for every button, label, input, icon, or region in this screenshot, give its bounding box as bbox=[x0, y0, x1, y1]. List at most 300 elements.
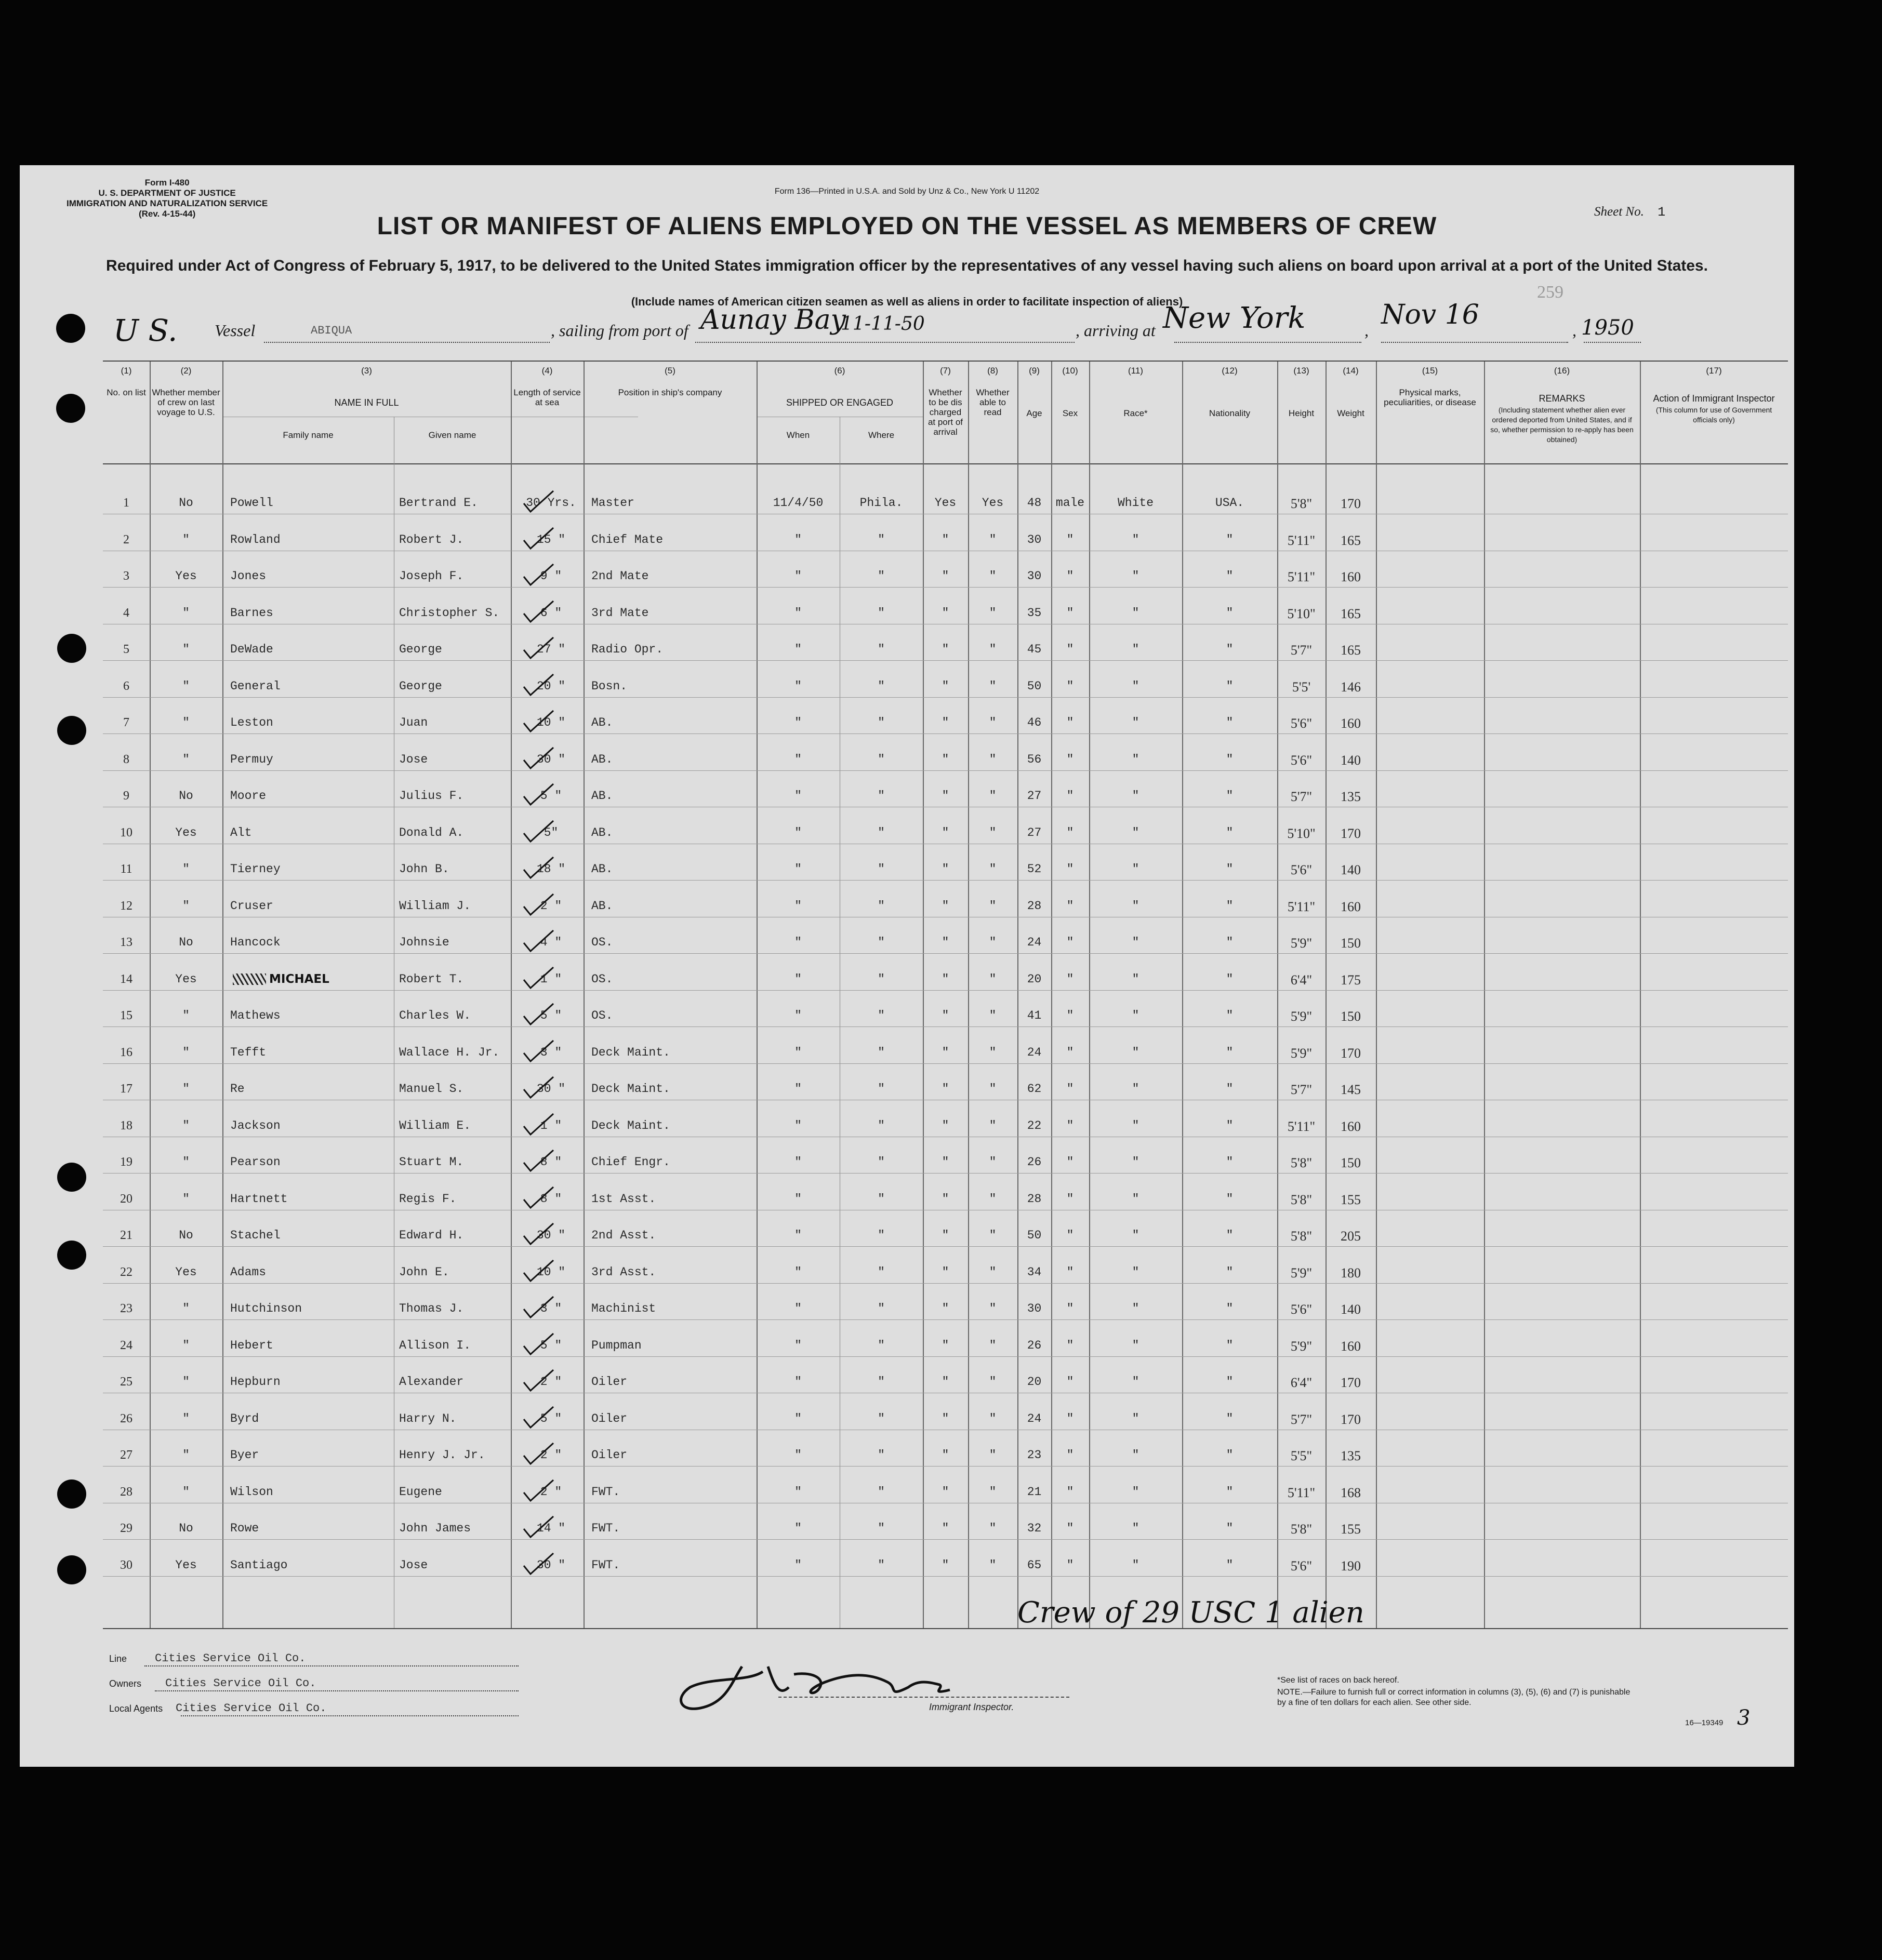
cell-age: 50 bbox=[1027, 679, 1042, 693]
cell-no: 4 bbox=[123, 606, 129, 620]
cell-nat: " bbox=[1226, 643, 1234, 656]
row-rule bbox=[103, 1283, 1788, 1284]
column-number-c2: (2) bbox=[180, 366, 192, 376]
include-note: (Include names of American citizen seamen as well as aliens in order to facilitate inspection of aliens) bbox=[631, 295, 1183, 308]
cell-sex: " bbox=[1066, 1522, 1074, 1535]
cell-where: " bbox=[878, 1229, 885, 1242]
cell-position: Machinist bbox=[591, 1302, 656, 1315]
cell-read: " bbox=[989, 1192, 997, 1206]
cell-position: 3rd Mate bbox=[591, 606, 649, 620]
column-heading-c14: Weight bbox=[1337, 408, 1364, 418]
checkmark-icon bbox=[521, 892, 558, 918]
cell-no: 25 bbox=[120, 1375, 132, 1389]
cell-age: 56 bbox=[1027, 752, 1042, 766]
cell-when: " bbox=[794, 1192, 802, 1206]
cell-age: 28 bbox=[1027, 1192, 1042, 1206]
cell-read: " bbox=[989, 825, 997, 839]
cell-disch: " bbox=[942, 1411, 949, 1425]
cell-weight: 170 bbox=[1341, 496, 1361, 511]
cell-nat: " bbox=[1226, 752, 1234, 766]
cell-race: " bbox=[1132, 1045, 1139, 1059]
cell-no: 18 bbox=[120, 1118, 132, 1132]
cell-weight: 170 bbox=[1341, 1045, 1361, 1061]
checkmark-icon bbox=[521, 1514, 558, 1540]
cell-family: Powell bbox=[230, 496, 273, 510]
cell-no: 16 bbox=[120, 1045, 132, 1059]
cell-no: 12 bbox=[120, 899, 132, 913]
cell-no: 15 bbox=[120, 1009, 132, 1022]
cell-race: " bbox=[1132, 1082, 1139, 1096]
vessel-prefix: U S. bbox=[113, 313, 178, 348]
cell-height: 5'10" bbox=[1287, 606, 1316, 621]
cell-nat: " bbox=[1226, 1082, 1234, 1096]
cell-given: Charles W. bbox=[399, 1009, 471, 1022]
cell-prev: No bbox=[179, 789, 193, 803]
column-heading-c13: Height bbox=[1288, 408, 1315, 418]
cell-nat: " bbox=[1226, 1338, 1234, 1352]
cell-prev: Yes bbox=[175, 972, 197, 986]
cell-nat: " bbox=[1226, 1448, 1234, 1462]
cell-disch: " bbox=[942, 972, 949, 986]
cell-where: " bbox=[878, 643, 885, 656]
cell-service: 3 " bbox=[540, 1302, 562, 1315]
cell-race: " bbox=[1132, 1338, 1139, 1352]
cell-position: Oiler bbox=[591, 1448, 628, 1462]
manifest-sheet bbox=[20, 165, 1794, 1767]
cell-weight: 180 bbox=[1341, 1265, 1361, 1281]
column-rule bbox=[1277, 362, 1278, 1628]
cell-height: 5'11" bbox=[1287, 1118, 1316, 1134]
cell-age: 20 bbox=[1027, 1375, 1042, 1389]
cell-weight: 140 bbox=[1341, 752, 1361, 768]
cell-position: Master bbox=[591, 496, 634, 510]
line-label: Line bbox=[109, 1654, 127, 1664]
cell-position: Deck Maint. bbox=[591, 1045, 670, 1059]
checkmark-icon bbox=[521, 489, 558, 515]
cell-family: Jackson bbox=[230, 1118, 281, 1132]
cell-when: " bbox=[794, 1485, 802, 1499]
cell-age: 27 bbox=[1027, 789, 1042, 803]
cell-weight: 160 bbox=[1341, 1118, 1361, 1134]
crew-note: Crew of 29 USC 1 alien bbox=[1017, 1596, 1364, 1630]
punch-hole bbox=[57, 1241, 86, 1270]
cell-given: Regis F. bbox=[399, 1192, 457, 1206]
revision: (Rev. 4-15-44) bbox=[138, 209, 196, 219]
cell-given: Edward H. bbox=[399, 1229, 464, 1242]
owners-label: Owners bbox=[109, 1678, 142, 1689]
cell-weight: 175 bbox=[1341, 972, 1361, 988]
cell-family: Rowland bbox=[230, 532, 281, 546]
cell-when: " bbox=[794, 1302, 802, 1315]
cell-prev: " bbox=[182, 679, 190, 693]
cell-weight: 160 bbox=[1341, 716, 1361, 731]
cell-weight: 160 bbox=[1341, 1338, 1361, 1354]
cell-where: " bbox=[878, 1192, 885, 1206]
cell-nat: " bbox=[1226, 1485, 1234, 1499]
cell-prev: " bbox=[182, 1045, 190, 1059]
cell-prev: No bbox=[179, 1229, 193, 1242]
cell-no: 22 bbox=[120, 1265, 132, 1279]
cell-read: " bbox=[989, 1045, 997, 1059]
cell-weight: 190 bbox=[1341, 1558, 1361, 1574]
arriving-label: , arriving at bbox=[1076, 321, 1156, 340]
cell-read: " bbox=[989, 1118, 997, 1132]
cell-height: 5'9" bbox=[1290, 936, 1313, 951]
cell-given: Jose bbox=[399, 1558, 428, 1572]
cell-prev: " bbox=[182, 532, 190, 546]
cell-service: 2 " bbox=[540, 1485, 562, 1499]
cell-weight: 170 bbox=[1341, 1375, 1361, 1390]
cell-sex: " bbox=[1066, 972, 1074, 986]
cell-height: 5'11" bbox=[1287, 1485, 1316, 1500]
cell-family: Permuy bbox=[230, 752, 273, 766]
cell-sex: " bbox=[1066, 1229, 1074, 1242]
cell-height: 5'11" bbox=[1287, 532, 1316, 548]
cell-read: " bbox=[989, 1082, 997, 1096]
cell-position: AB. bbox=[591, 899, 613, 913]
cell-position: FWT. bbox=[591, 1522, 620, 1535]
cell-service: 9 " bbox=[540, 569, 562, 583]
cell-sex: " bbox=[1066, 825, 1074, 839]
cell-position: FWT. bbox=[591, 1485, 620, 1499]
cell-disch: " bbox=[942, 1192, 949, 1206]
row-rule bbox=[103, 953, 1788, 954]
cell-height: 5'11" bbox=[1287, 569, 1316, 584]
column-heading-c2: Whether member of crew on last voyage to U.S. bbox=[152, 388, 220, 417]
cell-family: MICHAEL bbox=[269, 972, 329, 986]
cell-sex: " bbox=[1066, 936, 1074, 949]
column-heading-c3: NAME IN FULL bbox=[334, 397, 399, 408]
checkmark-icon bbox=[521, 1002, 558, 1028]
cell-disch: " bbox=[942, 1302, 949, 1315]
cell-given: Thomas J. bbox=[399, 1302, 464, 1315]
cell-nat: " bbox=[1226, 1009, 1234, 1022]
cell-position: Bosn. bbox=[591, 679, 628, 693]
crew-table bbox=[103, 361, 1788, 1629]
cell-nat: " bbox=[1226, 789, 1234, 803]
cell-disch: " bbox=[942, 679, 949, 693]
row-rule bbox=[103, 587, 1788, 588]
column-heading-c4: Length of service at sea bbox=[513, 388, 581, 407]
column-heading-c9: Age bbox=[1026, 408, 1042, 418]
cell-height: 5'8" bbox=[1290, 1155, 1313, 1170]
cell-given: Robert J. bbox=[399, 532, 464, 546]
cell-height: 6'4" bbox=[1290, 972, 1313, 988]
cell-position: 1st Asst. bbox=[591, 1192, 656, 1206]
cell-service: 10 " bbox=[536, 716, 566, 729]
cell-nat: " bbox=[1226, 606, 1234, 620]
cell-weight: 205 bbox=[1341, 1229, 1361, 1244]
column-heading-c6: SHIPPED OR ENGAGED bbox=[786, 397, 894, 408]
cell-disch: " bbox=[942, 1558, 949, 1572]
cell-height: 5'10" bbox=[1287, 825, 1316, 841]
cell-when: " bbox=[794, 1411, 802, 1425]
cell-no: 11 bbox=[120, 862, 132, 876]
year-dotline bbox=[1584, 342, 1641, 343]
cell-service: 2 " bbox=[540, 1375, 562, 1389]
cell-where: " bbox=[878, 1338, 885, 1352]
cell-nat: USA. bbox=[1215, 496, 1244, 510]
cell-where: " bbox=[878, 1485, 885, 1499]
cell-where: " bbox=[878, 1448, 885, 1462]
row-rule bbox=[103, 1026, 1788, 1027]
cell-age: 52 bbox=[1027, 862, 1042, 876]
cell-height: 5'8" bbox=[1290, 1522, 1313, 1537]
cell-height: 5'8" bbox=[1290, 1229, 1313, 1244]
cell-service: 5" bbox=[544, 825, 559, 839]
cell-age: 26 bbox=[1027, 1155, 1042, 1169]
cell-weight: 168 bbox=[1341, 1485, 1361, 1500]
cell-when: " bbox=[794, 569, 802, 583]
cell-prev: " bbox=[182, 643, 190, 656]
cell-age: 34 bbox=[1027, 1265, 1042, 1279]
cell-race: White bbox=[1117, 496, 1154, 510]
cell-position: Oiler bbox=[591, 1375, 628, 1389]
cell-service: 2 " bbox=[540, 899, 562, 913]
cell-when: " bbox=[794, 972, 802, 986]
cell-where: " bbox=[878, 789, 885, 803]
cell-given: Donald A. bbox=[399, 825, 464, 839]
row-rule bbox=[103, 660, 1788, 661]
cell-position: Radio Opr. bbox=[591, 643, 664, 656]
cell-sex: " bbox=[1066, 1082, 1074, 1096]
cell-weight: 135 bbox=[1341, 789, 1361, 804]
checkmark-icon bbox=[521, 1075, 558, 1101]
cell-height: 5'6" bbox=[1290, 752, 1313, 768]
cell-weight: 150 bbox=[1341, 1009, 1361, 1024]
cell-read: " bbox=[989, 532, 997, 546]
cell-no: 29 bbox=[120, 1522, 132, 1535]
checkmark-icon bbox=[521, 1478, 558, 1504]
cell-no: 1 bbox=[123, 496, 129, 510]
cell-when: " bbox=[794, 1118, 802, 1132]
cell-where: " bbox=[878, 1411, 885, 1425]
cell-weight: 140 bbox=[1341, 1302, 1361, 1317]
cell-service: 18 " bbox=[536, 862, 566, 876]
column-heading-c8: Whether able to read bbox=[976, 388, 1010, 417]
cell-service: 30 Yrs. bbox=[526, 496, 576, 510]
cell-given: Juan bbox=[399, 716, 428, 729]
checkmark-icon bbox=[521, 1148, 558, 1174]
punch-hole bbox=[57, 716, 86, 745]
agents-value: Cities Service Oil Co. bbox=[176, 1702, 327, 1715]
cell-sex: " bbox=[1066, 1265, 1074, 1279]
cell-nat: " bbox=[1226, 1118, 1234, 1132]
cell-nat: " bbox=[1226, 1265, 1234, 1279]
column-heading-c1: No. on list bbox=[107, 388, 146, 397]
arriving-dotline bbox=[1174, 342, 1361, 343]
column-subheading-c16: (Including statement whether alien ever ordered deported from United States, and if so, whether permission to re-apply has been obtained) bbox=[1490, 406, 1634, 444]
cell-prev: " bbox=[182, 1448, 190, 1462]
cell-race: " bbox=[1132, 532, 1139, 546]
cell-disch: " bbox=[942, 1082, 949, 1096]
cell-read: " bbox=[989, 1155, 997, 1169]
required-statement: Required under Act of Congress of February 5, 1917, to be delivered to the United States immigration officer by the representatives of any vessel having such aliens on board upon arrival at a port of the United States. bbox=[106, 257, 1708, 274]
cell-no: 9 bbox=[123, 789, 129, 803]
cell-prev: " bbox=[182, 1302, 190, 1315]
cell-read: " bbox=[989, 1265, 997, 1279]
cell-no: 7 bbox=[123, 716, 129, 729]
cell-when: " bbox=[794, 1155, 802, 1169]
cell-prev: " bbox=[182, 1192, 190, 1206]
cell-age: 26 bbox=[1027, 1338, 1042, 1352]
cell-nat: " bbox=[1226, 825, 1234, 839]
cell-age: 21 bbox=[1027, 1485, 1042, 1499]
cell-read: Yes bbox=[982, 496, 1004, 510]
cell-disch: " bbox=[942, 1009, 949, 1022]
owners-dotline bbox=[155, 1690, 519, 1691]
cell-disch: " bbox=[942, 899, 949, 913]
cell-weight: 155 bbox=[1341, 1522, 1361, 1537]
cell-nat: " bbox=[1226, 569, 1234, 583]
cell-age: 32 bbox=[1027, 1522, 1042, 1535]
cell-disch: " bbox=[942, 569, 949, 583]
cell-no: 6 bbox=[123, 679, 129, 693]
cell-race: " bbox=[1132, 972, 1139, 986]
cell-where: " bbox=[878, 1375, 885, 1389]
cell-family: Cruser bbox=[230, 899, 273, 913]
cell-disch: " bbox=[942, 716, 949, 729]
cell-nat: " bbox=[1226, 1155, 1234, 1169]
column-rule bbox=[968, 362, 969, 1628]
column-number-c5: (5) bbox=[665, 366, 675, 376]
checkmark-icon bbox=[521, 599, 558, 625]
row-rule bbox=[103, 1063, 1788, 1064]
cell-family: Hancock bbox=[230, 936, 281, 949]
checkmark-icon bbox=[521, 526, 558, 552]
cell-prev: Yes bbox=[175, 825, 197, 839]
cell-nat: " bbox=[1226, 936, 1234, 949]
cell-where: " bbox=[878, 716, 885, 729]
cell-race: " bbox=[1132, 643, 1139, 656]
cell-race: " bbox=[1132, 716, 1139, 729]
cell-family: Barnes bbox=[230, 606, 273, 620]
printer-line: Form 136—Printed in U.S.A. and Sold by Unz & Co., New York U 11202 bbox=[774, 187, 1040, 196]
cell-where: " bbox=[878, 862, 885, 876]
sheet-value: 1 bbox=[1658, 205, 1666, 220]
row-rule bbox=[103, 1576, 1788, 1577]
family-name-heading: Family name bbox=[283, 430, 334, 440]
cell-family: Re bbox=[230, 1082, 245, 1096]
cell-when: " bbox=[794, 862, 802, 876]
cell-service: 5 " bbox=[540, 789, 562, 803]
arriving-port: New York bbox=[1163, 301, 1306, 335]
checkmark-icon bbox=[521, 1368, 558, 1394]
inspector-dotline bbox=[778, 1697, 1069, 1698]
cell-read: " bbox=[989, 752, 997, 766]
cell-disch: " bbox=[942, 1045, 949, 1059]
cell-race: " bbox=[1132, 679, 1139, 693]
cell-where: " bbox=[878, 1265, 885, 1279]
arrival-date: Nov 16 bbox=[1381, 299, 1479, 330]
column-number-c11: (11) bbox=[1128, 366, 1143, 376]
cell-when: " bbox=[794, 1265, 802, 1279]
row-rule bbox=[103, 1539, 1788, 1540]
cell-position: Chief Mate bbox=[591, 532, 664, 546]
column-heading-c17: Action of Immigrant Inspector bbox=[1653, 393, 1775, 404]
cell-given: George bbox=[399, 643, 442, 656]
column-rule bbox=[923, 362, 924, 1628]
cell-given: Henry J. Jr. bbox=[399, 1448, 485, 1462]
cell-age: 20 bbox=[1027, 972, 1042, 986]
cell-position: 3rd Asst. bbox=[591, 1265, 656, 1279]
cell-no: 23 bbox=[120, 1302, 132, 1315]
cell-read: " bbox=[989, 1485, 997, 1499]
cell-where: " bbox=[878, 899, 885, 913]
cell-family: Mathews bbox=[230, 1009, 281, 1022]
column-rule bbox=[222, 362, 223, 1628]
column-rule bbox=[1182, 362, 1183, 1628]
cell-given: Joseph F. bbox=[399, 569, 464, 583]
date-dotline bbox=[1381, 342, 1568, 343]
cell-no: 24 bbox=[120, 1338, 132, 1352]
cell-where: " bbox=[878, 1302, 885, 1315]
cell-weight: 150 bbox=[1341, 1155, 1361, 1170]
cell-race: " bbox=[1132, 825, 1139, 839]
cell-height: 5'6" bbox=[1290, 716, 1313, 731]
cell-sex: " bbox=[1066, 899, 1074, 913]
cell-when: 11/4/50 bbox=[773, 496, 824, 510]
comma: , bbox=[1364, 321, 1369, 340]
vessel-dotline bbox=[264, 342, 550, 343]
cell-when: " bbox=[794, 789, 802, 803]
cell-race: " bbox=[1132, 1265, 1139, 1279]
cell-when: " bbox=[794, 1448, 802, 1462]
cell-race: " bbox=[1132, 1522, 1139, 1535]
cell-no: 14 bbox=[120, 972, 132, 986]
cell-nat: " bbox=[1226, 1522, 1234, 1535]
row-rule bbox=[103, 1173, 1788, 1174]
column-heading-c11: Race* bbox=[1123, 408, 1148, 418]
page-mark: 3 bbox=[1737, 1706, 1751, 1730]
cell-weight: 160 bbox=[1341, 899, 1361, 914]
cell-read: " bbox=[989, 899, 997, 913]
cell-height: 5'7" bbox=[1290, 1411, 1313, 1427]
cell-when: " bbox=[794, 899, 802, 913]
cell-nat: " bbox=[1226, 1045, 1234, 1059]
cell-age: 65 bbox=[1027, 1558, 1042, 1572]
row-rule bbox=[103, 770, 1788, 771]
cell-age: 30 bbox=[1027, 569, 1042, 583]
cell-height: 5'9" bbox=[1290, 1265, 1313, 1281]
cell-family: DeWade bbox=[230, 643, 273, 656]
cell-family: Hutchinson bbox=[230, 1302, 302, 1315]
cell-where: " bbox=[878, 1118, 885, 1132]
column-rule bbox=[511, 362, 512, 1628]
cell-age: 62 bbox=[1027, 1082, 1042, 1096]
cell-sex: " bbox=[1066, 1338, 1074, 1352]
form-number: Form I-480 bbox=[144, 178, 190, 188]
cell-position: OS. bbox=[591, 972, 613, 986]
cell-height: 5'11" bbox=[1287, 899, 1316, 914]
cell-where: " bbox=[878, 1009, 885, 1022]
cell-disch: " bbox=[942, 752, 949, 766]
cell-position: Chief Engr. bbox=[591, 1155, 670, 1169]
checkmark-icon bbox=[521, 1258, 558, 1284]
cell-service: 14 " bbox=[536, 1522, 566, 1535]
cell-height: 6'4" bbox=[1290, 1375, 1313, 1390]
cell-family: Jones bbox=[230, 569, 267, 583]
column-number-c14: (14) bbox=[1343, 366, 1359, 376]
cell-family: Santiago bbox=[230, 1558, 288, 1572]
punch-hole bbox=[57, 1163, 86, 1192]
cell-disch: " bbox=[942, 1522, 949, 1535]
column-number-c6: (6) bbox=[834, 366, 845, 376]
line-value: Cities Service Oil Co. bbox=[155, 1652, 306, 1665]
cell-given: Alexander bbox=[399, 1375, 464, 1389]
cell-given: William J. bbox=[399, 899, 471, 913]
column-number-c12: (12) bbox=[1222, 366, 1238, 376]
